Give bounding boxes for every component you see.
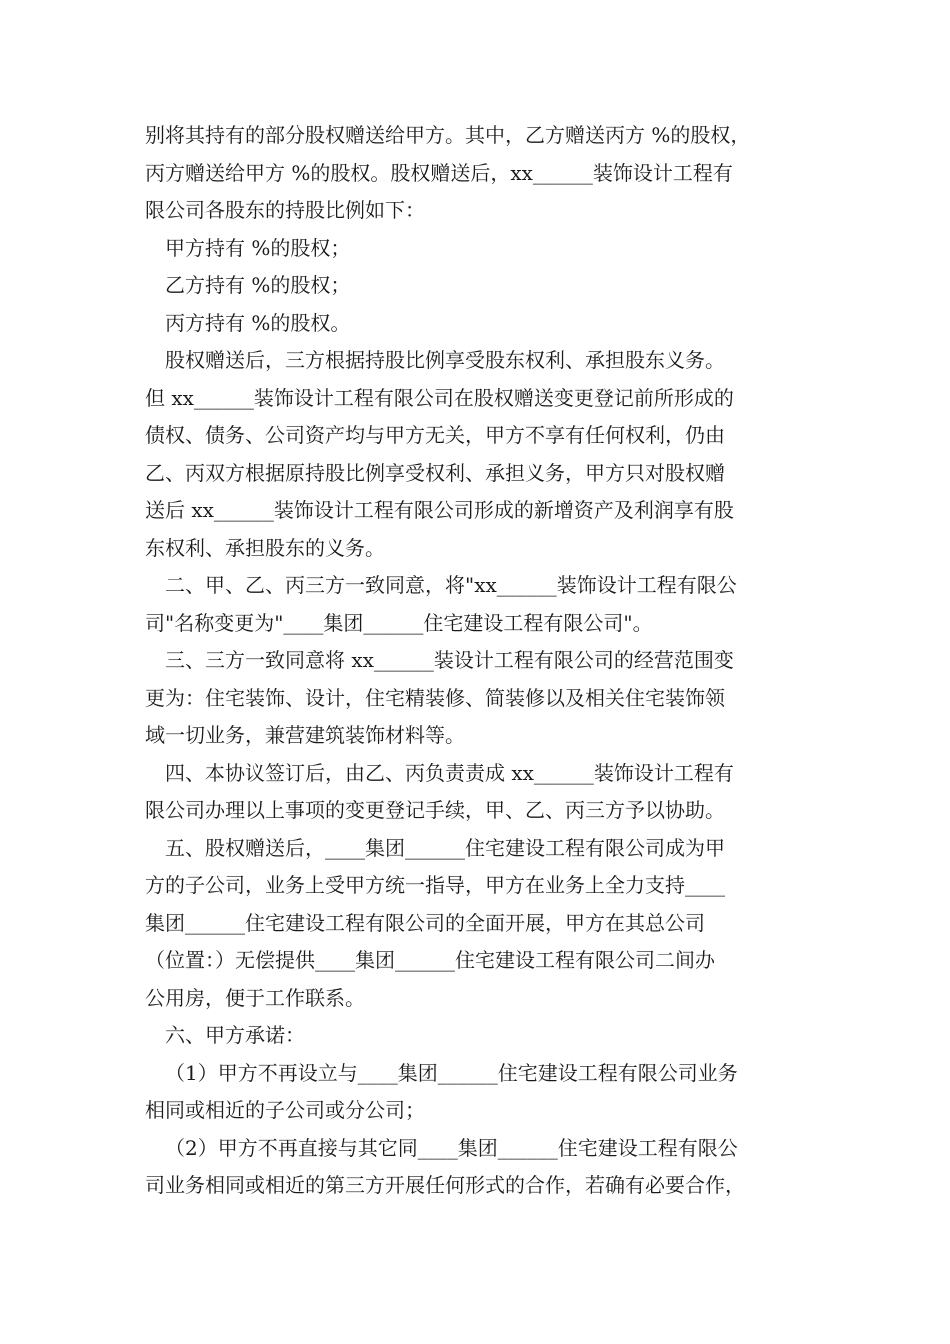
text-line: 丙方持有 %的股权。 [165, 310, 351, 335]
text-line: 但 xx______装饰设计工程有限公司在股权赠送变更登记前所形成的 [145, 385, 734, 410]
text-line: 限公司办理以上事项的变更登记手续，甲、乙、丙三方予以协助。 [145, 798, 725, 822]
text-line: 四、本协议签订后，由乙、丙负责责成 xx______装饰设计工程有 [165, 760, 734, 785]
text-line: （1）甲方不再设立与____集团______住宅建设工程有限公司业务 [165, 1060, 738, 1085]
text-line: 丙方赠送给甲方 %的股权。股权赠送后，xx______装饰设计工程有 [145, 160, 733, 185]
text-line: 五、股权赠送后，____集团______住宅建设工程有限公司成为甲 [165, 835, 725, 860]
text-line: 别将其持有的部分股权赠送给甲方。其中，乙方赠送丙方 %的股权， [145, 123, 751, 147]
text-line: 司业务相同或相近的第三方开展任何形式的合作，若确有必要合作， [145, 1173, 745, 1197]
text-line: 甲方持有 %的股权； [165, 235, 351, 260]
text-line: 六、甲方承诺： [165, 1023, 305, 1047]
text-line: 送后 xx______装饰设计工程有限公司形成的新增资产及利润享有股 [145, 498, 734, 522]
text-line: 二、甲、乙、丙三方一致同意，将"xx______装饰设计工程有限公 [165, 573, 737, 597]
text-line: 司"名称变更为"____集团______住宅建设工程有限公司"。 [145, 610, 653, 635]
text-line: 相同或相近的子公司或分公司； [145, 1098, 425, 1122]
text-line: 更为：住宅装饰、设计，住宅精装修、简装修以及相关住宅装饰领 [145, 685, 725, 710]
text-line: 乙、丙双方根据原持股比例享受权利、承担义务，甲方只对股权赠 [145, 460, 725, 485]
text-line: 方的子公司，业务上受甲方统一指导，甲方在业务上全力支持____ [145, 873, 725, 897]
text-line: 股权赠送后，三方根据持股比例享受股东权利、承担股东义务。 [165, 348, 725, 372]
text-line: 东权利、承担股东的义务。 [145, 535, 385, 560]
text-line: 限公司各股东的持股比例如下： [145, 198, 425, 222]
text-line: 域一切业务，兼营建筑装饰材料等。 [145, 723, 465, 747]
document-body [145, 117, 835, 1205]
text-line: 债权、债务、公司资产均与甲方无关，甲方不享有任何权利，仍由 [145, 423, 725, 447]
text-line: （位置：）无偿提供____集团______住宅建设工程有限公司二间办 [145, 948, 715, 972]
text-line: 三、三方一致同意将 xx______装设计工程有限公司的经营范围变 [165, 648, 734, 672]
text-line: 集团______住宅建设工程有限公司的全面开展，甲方在其总公司 [145, 910, 705, 935]
text-line: （2）甲方不再直接与其它同____集团______住宅建设工程有限公 [165, 1135, 738, 1160]
text-line: 公用房，便于工作联系。 [145, 985, 365, 1010]
text-line: 乙方持有 %的股权； [165, 273, 351, 297]
